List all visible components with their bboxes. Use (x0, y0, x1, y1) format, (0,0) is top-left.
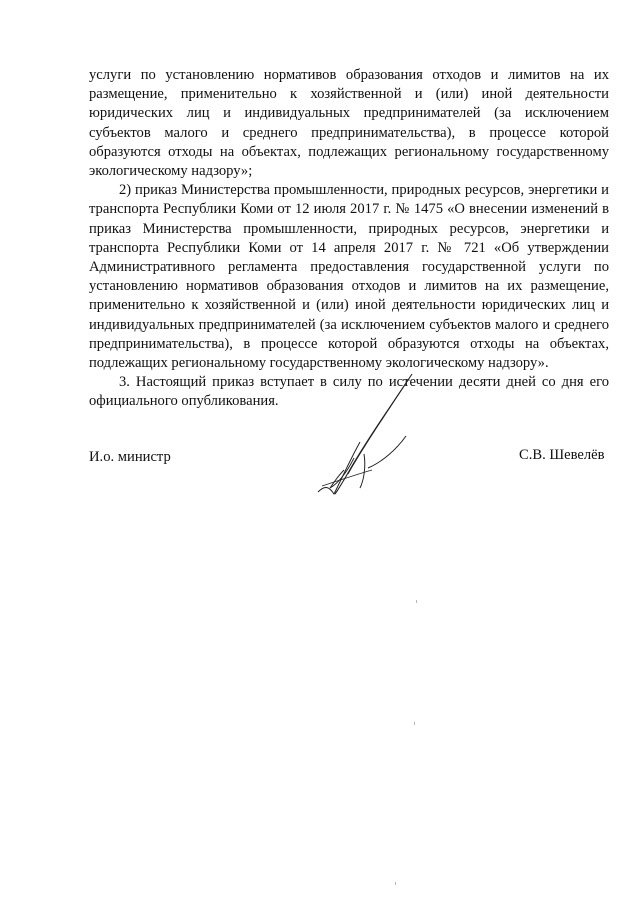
scan-speck (414, 722, 415, 725)
document-body (89, 66, 609, 412)
paragraph-continuation: услуги по установлению нормативов образования отходов и лимитов на их размещение, применительно к хозяйственной и (или) иной деятельности юридических лиц и индивидуальных предпринимателей (за исключением субъектов малого и среднего предпринимательства), в процессе которой образуются отходы на объектах, подлежащих региональному государственному экологическому надзору»; (89, 67, 609, 180)
signatory-role: И.о. министр (89, 449, 171, 465)
signatory-name: С.В. Шевелёв (519, 447, 605, 463)
paragraph-item-2: 2) приказ Министерства промышленности, природных ресурсов, энергетики и транспорта Республики Коми от 12 июля 2017 г. № 1475 «О внесении изменений в приказ Министерства промышленности, природных ресурсов, энергетики и транспорта Республики Коми от 14 апреля 2017 г. № 721 «Об утверждении Административного регламента предоставления государственной услуги по установлению нормативов образования отходов и лимитов на их размещение, применительно к хозяйственной и (или) иной деятельности юридических лиц и индивидуальных предпринимателей (за исключением субъектов малого и среднего предпринимательства), в процессе которой образуются отходы на объектах, подлежащих региональному государственному экологическому надзору». (89, 182, 609, 372)
scan-speck (395, 882, 396, 885)
paragraph-item-3: 3. Настоящий приказ вступает в силу по истечении десяти дней со дня его официального опубликования. (89, 374, 609, 410)
scan-speck (416, 600, 417, 603)
handwritten-signature (300, 370, 430, 510)
